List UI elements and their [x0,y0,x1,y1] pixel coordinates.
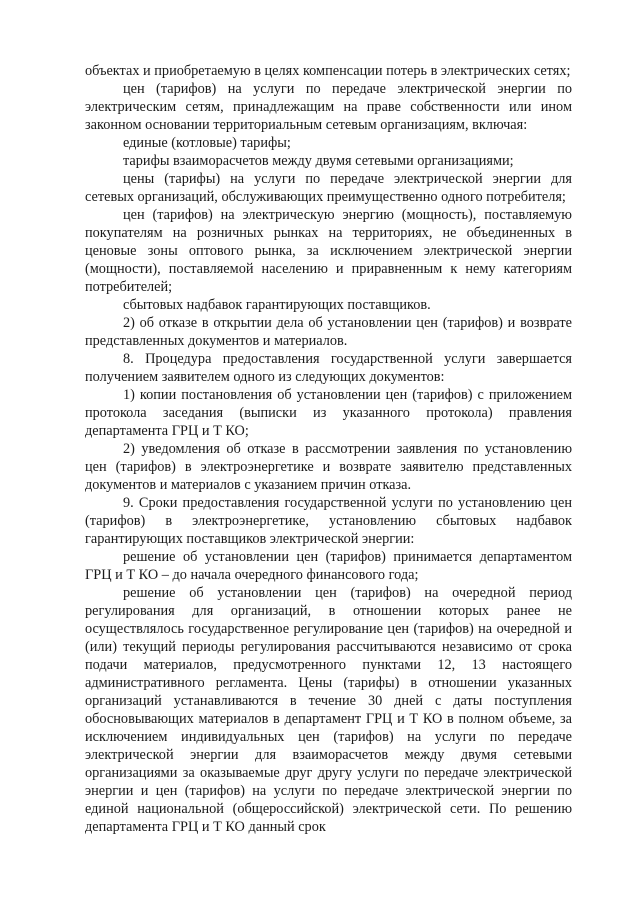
paragraph-14: решение об установлении цен (тарифов) на очередной период регулирования для организаций, в отношении которых ранее не осуществлялось государственное регулирование цен (тарифов) на очередной и (или) текущий периоды регулирования рассчитываются независимо от срока подачи материалов, предусмотренного пунктами 12, 13 настоящего административного регламента. Цены (тарифы) в отношении указанных организаций устанавливаются в течение 30 дней с даты поступления обосновывающих материалов в департамент ГРЦ и Т КО в полном объеме, за исключением индивидуальных цен (тарифов) на услуги по передаче электрической энергии для взаиморасчетов между двумя сетевыми организациями за оказываемые друг другу услуги по передаче электрической энергии и цен (тарифов) на услуги по передаче электрической энергии по единой национальной (общероссийской) электрической сети. По решению департамента ГРЦ и Т КО данный срок [85,585,572,835]
paragraph-9: 8. Процедура предоставления государственной услуги завершается получением заявителем одного из следующих документов: [85,351,572,385]
document-page [85,62,572,836]
paragraph-1: объектах и приобретаемую в целях компенсации потерь в электрических сетях; [85,63,571,79]
paragraph-8: 2) об отказе в открытии дела об установлении цен (тарифов) и возврате представленных документов и материалов. [85,315,572,349]
paragraph-10: 1) копии постановления об установлении цен (тарифов) с приложением протокола заседания (выписки из указанного протокола) правления департамента ГРЦ и Т КО; [85,387,572,439]
paragraph-2: цен (тарифов) на услуги по передаче электрической энергии по электрическим сетям, принадлежащим на праве собственности или ином законном основании территориальным сетевым организациям, включая: [85,81,572,133]
paragraph-4: тарифы взаиморасчетов между двумя сетевыми организациями; [123,153,514,169]
paragraph-6: цен (тарифов) на электрическую энергию (мощность), поставляемую покупателям на розничных рынках на территориях, не объединенных в ценовые зоны оптового рынка, за исключением электрической энергии (мощности), поставляемой населению и приравненным к нему категориям потребителей; [85,207,572,295]
paragraph-7: сбытовых надбавок гарантирующих поставщиков. [123,297,431,313]
paragraph-11: 2) уведомления об отказе в рассмотрении заявления по установлению цен (тарифов) в электроэнергетике и возврате заявителю представленных документов и материалов с указанием причин отказа. [85,441,572,493]
paragraph-5: цены (тарифы) на услуги по передаче электрической энергии для сетевых организаций, обслуживающих преимущественно одного потребителя; [85,171,572,205]
paragraph-12: 9. Сроки предоставления государственной услуги по установлению цен (тарифов) в электроэнергетике, установлению сбытовых надбавок гарантирующих поставщиков электрической энергии: [85,495,572,547]
paragraph-13: решение об установлении цен (тарифов) принимается департаментом ГРЦ и Т КО – до начала очередного финансового года; [85,549,572,583]
paragraph-3: единые (котловые) тарифы; [123,135,291,151]
